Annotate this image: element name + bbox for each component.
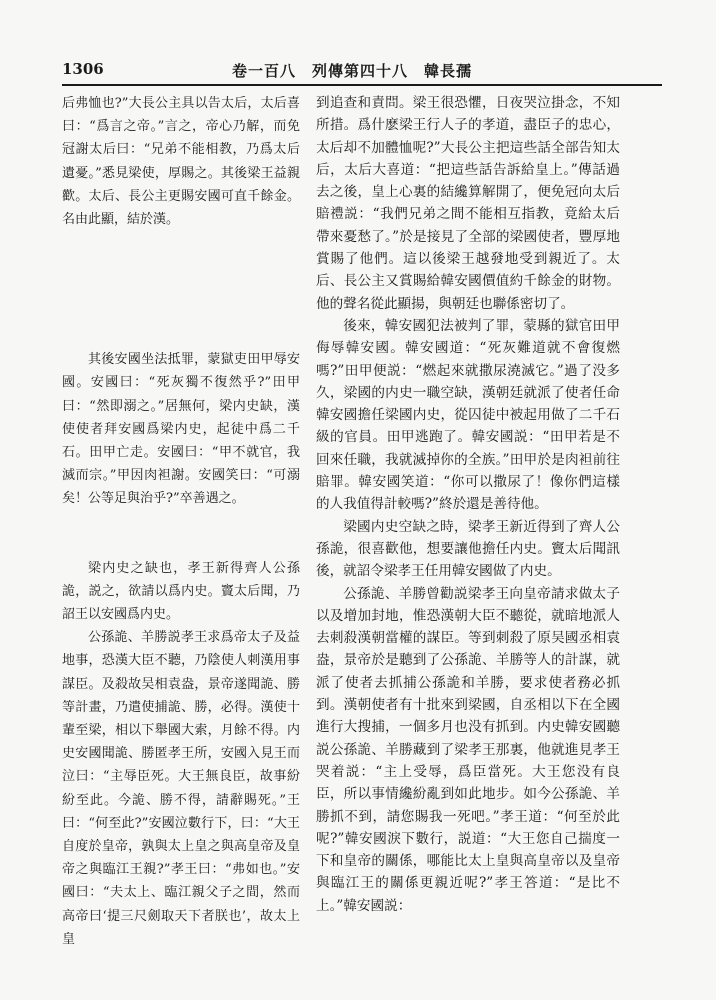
modern-paragraph: 到追查和責問。梁王很恐懼，日夜哭泣掛念，不知所措。爲什麽梁王行人子的孝道，盡臣子的忠心，太后却不加體恤呢?”大長公主把這些話全部告知太后，太后大喜道：“把這些話告訴給皇上。”傳話過去之後，皇上心裏的結纔算解開了，便免冠向太后賠禮説：“我們兄弟之間不能相互指教，竟給太后帶來憂愁了。”於是接見了全部的梁國使者，豐厚地賞賜了他們。這以後梁王越發地受到親近了。太后、長公主又賞賜給韓安國價值約千餘金的財物。他的聲名從此顯揚，與朝廷也聯係密切了。 [316, 95, 620, 312]
modern-translation-column [316, 92, 620, 917]
classical-text-column [62, 92, 300, 951]
paragraph-gap [62, 511, 300, 557]
paragraph-gap [62, 231, 300, 348]
classical-paragraph: 后弗恤也?”大長公主具以告太后，太后喜曰：“爲言之帝。”言之，帝心乃解，而免冠謝太后曰：“兄弟不能相教，乃爲太后遺憂。”悉見梁使，厚賜之。其後梁王益親歡。太后、長公主更賜安國可直千餘金。名由此顯，結於漢。 [62, 96, 300, 228]
modern-paragraph: 後來，韓安國犯法被判了罪，蒙縣的獄官田甲侮辱韓安國。韓安國道：“死灰難道就不會復燃嗎?”田甲便説：“燃起來就撒尿澆滅它。”過了没多久，梁國的内史一職空缺，漢朝廷就派了使者任命韓安國擔任梁國内史，從囚徒中被起用做了二千石級的官員。田甲逃跑了。韓安國説：“田甲若是不回來任職，我就滅掉你的全族。”田甲於是肉袒前往賠罪。韓安國笑道：“你可以撒尿了！像你們這樣的人我值得計較嗎?”終於還是善待他。 [316, 317, 620, 513]
modern-paragraph: 公孫詭、羊勝曾勸説梁孝王向皇帝請求做太子以及增加封地，惟恐漢朝大臣不聽從，就暗地派人去刺殺漢朝當權的謀臣。等到刺殺了原吴國丞相袁盎，景帝於是聽到了公孫詭、羊勝等人的計謀，就派了使者去抓捕公孫詭和羊勝，要求使者務必抓到。漢朝使者有十批來到梁國，自丞相以下在全國進行大搜捕，一個多月也没有抓到。内史韓安國聽説公孫詭、羊勝藏到了梁孝王那裏，他就進見孝王哭着説：“主上受辱，爲臣當死。大王您没有良臣，所以事情纔紛亂到如此地步。如今公孫詭、羊勝抓不到，請您賜我一死吧。”孝王道：“何至於此呢?”韓安國淚下數行，説道：“大王您自己揣度一下和皇帝的關係，哪能比太上皇與高皇帝以及皇帝與臨江王的關係更親近呢?”孝王答道：“是比不上。”韓安國説： [316, 585, 620, 914]
classical-paragraph: 梁内史之缺也，孝王新得齊人公孫詭，説之，欲請以爲内史。竇太后聞，乃詔王以安國爲内史。 [62, 560, 300, 623]
header-rule [62, 84, 662, 86]
classical-paragraph: 其後安國坐法抵罪，蒙獄吏田甲辱安國。安國曰：“死灰獨不復然乎?”田甲曰：“然即溺之。”居無何，梁内史缺，漢使使者拜安國爲梁内史，起徒中爲二千石。田甲亡走。安國曰：“甲不就官，我滅而宗。”甲因肉袒謝。安國笑曰：“可溺矣！公等足與治乎?”卒善遇之。 [62, 352, 300, 507]
page-header [62, 60, 662, 82]
page-number: 1306 [62, 60, 104, 78]
modern-paragraph: 梁國内史空缺之時，梁孝王新近得到了齊人公孫詭，很喜歡他，想要讓他擔任内史。竇太后聞訊後，就詔令梁孝王任用韓安國做了内史。 [316, 518, 620, 580]
running-head: 卷一百八 列傳第四十八 韓長孺 [232, 62, 473, 80]
classical-paragraph: 公孫詭、羊勝説孝王求爲帝太子及益地事，恐漢大臣不聽，乃陰使人刺漢用事謀臣。及殺故吴相袁盎，景帝遂聞詭、勝等計畫，乃遣使捕詭、勝，必得。漢使十輩至梁，相以下舉國大索，月餘不得。内史安國聞詭、勝匿孝王所，安國入見王而泣曰：“主辱臣死。大王無良臣，故事紛紛至此。今詭、勝不得，請辭賜死。”王曰：“何至此?”安國泣數行下，曰：“大王自度於皇帝，孰與太上皇之與高皇帝及皇帝之與臨江王親?”孝王曰：“弗如也。”安國曰：“夫太上、臨江親父子之間，然而高帝曰‘提三尺劍取天下者朕也’，故太上皇 [62, 630, 300, 947]
